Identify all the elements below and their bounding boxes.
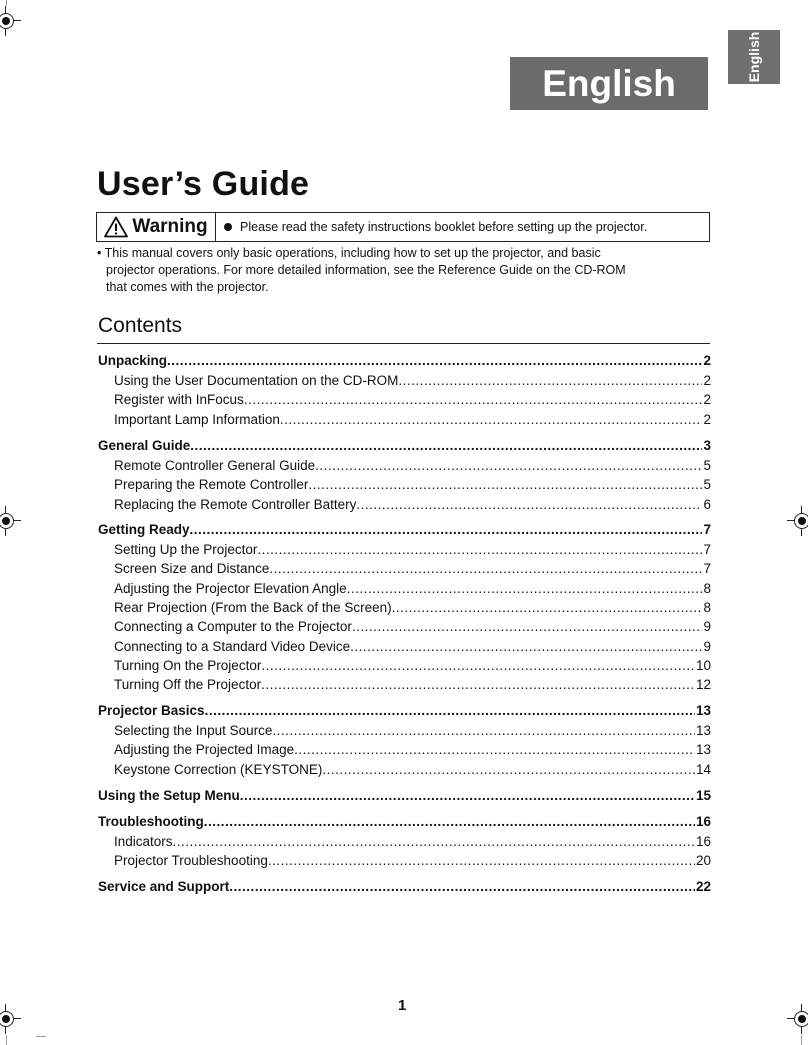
contents-heading: Contents (98, 314, 183, 337)
toc-page-number: 8 (703, 600, 711, 616)
registration-mark-mid-left (0, 506, 21, 536)
toc-leader (352, 617, 703, 636)
toc-page-number: 2 (703, 353, 711, 368)
toc-item-title: Keystone Correction (KEYSTONE) (114, 761, 323, 777)
crop-line (6, 1035, 7, 1045)
note-line: projector operations. For more detailed information, see the Reference Guide on the CD-ROM (106, 263, 626, 277)
warning-triangle-icon (104, 216, 128, 238)
toc-section-title: General Guide (98, 438, 191, 453)
toc-section-entry[interactable] (98, 701, 711, 720)
toc-item-title: Indicators (114, 834, 173, 849)
toc-leader (240, 786, 695, 805)
toc-page-number: 2 (703, 411, 711, 427)
warning-label: Warning (132, 216, 208, 237)
toc-leader (350, 637, 702, 656)
toc-item-title: Remote Controller General Guide (114, 458, 316, 473)
crop-line (6, 0, 7, 6)
toc-leader (308, 475, 702, 494)
bullet-icon (224, 223, 232, 231)
toc-page-number: 20 (695, 853, 711, 869)
toc-leader (205, 701, 695, 720)
toc-item-entry[interactable] (114, 579, 711, 598)
toc-item-entry[interactable] (114, 598, 711, 617)
note-line: that comes with the projector. (106, 280, 269, 294)
registration-mark-bottom-right (787, 1004, 808, 1034)
toc-item-entry[interactable] (114, 851, 711, 870)
toc-item-entry[interactable] (114, 656, 711, 675)
registration-mark-mid-right (787, 506, 808, 536)
toc-page-number: 7 (703, 542, 711, 557)
toc-item-entry[interactable] (114, 740, 711, 759)
toc-page-number: 7 (703, 561, 711, 577)
page-number: 1 (398, 997, 407, 1014)
toc-leader (229, 877, 695, 896)
toc-item-entry[interactable] (114, 475, 711, 494)
toc-section-title: Unpacking (98, 353, 168, 368)
toc-section-entry[interactable] (98, 520, 711, 539)
toc-item-entry[interactable] (114, 371, 711, 390)
toc-item-title: Projector Troubleshooting (114, 853, 268, 869)
toc-item-title: Selecting the Input Source (114, 723, 273, 738)
toc-leader (392, 598, 703, 617)
toc-item-title: Important Lamp Information (114, 411, 280, 427)
toc-page-number: 12 (695, 677, 711, 693)
toc-section-title: Troubleshooting (98, 814, 204, 829)
toc-item-entry[interactable] (114, 637, 711, 656)
toc-leader (315, 456, 702, 475)
toc-section-title: Projector Basics (98, 703, 205, 718)
toc-leader (261, 656, 695, 675)
toc-item-entry[interactable] (114, 540, 711, 559)
toc-page-number: 14 (695, 761, 711, 777)
toc-item-title: Register with InFocus (114, 392, 244, 408)
crop-line (801, 1035, 802, 1045)
toc-leader (356, 495, 702, 514)
toc-page-number: 16 (695, 834, 711, 849)
toc-leader (347, 579, 703, 598)
side-tab-label: English (746, 31, 762, 83)
toc-page-number: 22 (695, 879, 711, 894)
toc-item-entry[interactable] (114, 559, 711, 578)
toc-section-entry[interactable] (98, 786, 711, 805)
toc-item-entry[interactable] (114, 675, 711, 694)
toc-leader (322, 760, 695, 779)
toc-leader (204, 812, 695, 831)
toc-leader (244, 390, 703, 409)
toc-section-entry[interactable] (98, 436, 711, 455)
toc-item-entry[interactable] (114, 760, 711, 779)
toc-page-number: 13 (695, 703, 711, 718)
toc-leader (190, 520, 703, 539)
toc-leader (167, 351, 702, 370)
toc-section-title: Service and Support (98, 879, 230, 894)
registration-mark-bottom-left (0, 1004, 21, 1034)
toc-item-entry[interactable] (114, 721, 711, 740)
toc-page-number: 10 (695, 658, 711, 674)
toc-item-title: Preparing the Remote Controller (114, 477, 309, 493)
toc-page-number: 2 (703, 373, 711, 388)
toc-leader (294, 740, 695, 759)
registration-mark-top-left (0, 6, 21, 36)
toc-page-number: 2 (703, 392, 711, 408)
toc-page-number: 9 (703, 619, 711, 635)
toc-item-entry[interactable] (114, 495, 711, 514)
toc-page-number: 6 (703, 496, 711, 512)
warning-box (96, 212, 710, 242)
language-side-tab (728, 30, 780, 84)
toc-page-number: 13 (695, 723, 711, 738)
crop-line (36, 1036, 46, 1037)
intro-note (97, 245, 682, 296)
toc-leader (269, 559, 702, 578)
toc-item-entry[interactable] (114, 456, 711, 475)
toc-page-number: 5 (703, 458, 711, 473)
toc-page-number: 3 (703, 438, 711, 453)
toc-item-title: Screen Size and Distance (114, 561, 270, 577)
toc-page-number: 8 (703, 580, 711, 596)
toc-item-entry[interactable] (114, 390, 711, 409)
toc-leader (272, 721, 695, 740)
toc-page-number: 7 (703, 522, 711, 537)
toc-item-title: Connecting a Computer to the Projector (114, 619, 352, 635)
toc-leader (173, 832, 695, 851)
toc-section-entry[interactable] (98, 351, 711, 370)
toc-section-title: Using the Setup Menu (98, 788, 240, 803)
toc-item-title: Turning Off the Projector (114, 677, 262, 693)
toc-section-entry[interactable] (98, 812, 711, 831)
language-banner: English (510, 57, 708, 110)
toc-item-title: Adjusting the Projected Image (114, 742, 295, 758)
toc-item-entry[interactable] (114, 617, 711, 636)
toc-page-number: 15 (695, 788, 711, 803)
toc-item-title: Rear Projection (From the Back of the Screen) (114, 600, 392, 616)
toc-item-title: Adjusting the Projector Elevation Angle (114, 580, 347, 596)
toc-item-entry[interactable] (114, 832, 711, 851)
toc-item-title: Replacing the Remote Controller Battery (114, 496, 357, 512)
toc-section-title: Getting Ready (98, 522, 190, 537)
toc-leader (261, 675, 695, 694)
toc-section-entry[interactable] (98, 877, 711, 896)
toc-item-title: Using the User Documentation on the CD-ROM (114, 373, 399, 388)
toc-page-number: 9 (703, 638, 711, 654)
toc-leader (190, 436, 702, 455)
toc-item-title: Connecting to a Standard Video Device (114, 638, 351, 654)
toc-page-number: 13 (695, 742, 711, 758)
toc-item-entry[interactable] (114, 410, 711, 429)
warning-text: Please read the safety instructions booklet before setting up the projector. (240, 220, 648, 234)
note-line: • This manual covers only basic operations, including how to set up the projector, and basic (97, 246, 601, 260)
toc-leader (280, 410, 703, 429)
warning-label-cell (97, 213, 216, 241)
toc-page-number: 16 (695, 814, 711, 829)
contents-divider (97, 343, 710, 344)
toc-item-title: Setting Up the Projector (114, 542, 258, 557)
toc-leader (268, 851, 695, 870)
toc-leader (398, 371, 702, 390)
toc-item-title: Turning On the Projector (114, 658, 262, 674)
page-title: User’s Guide (97, 165, 310, 203)
toc-leader (257, 540, 702, 559)
toc-page-number: 5 (703, 477, 711, 493)
warning-message (216, 220, 647, 234)
